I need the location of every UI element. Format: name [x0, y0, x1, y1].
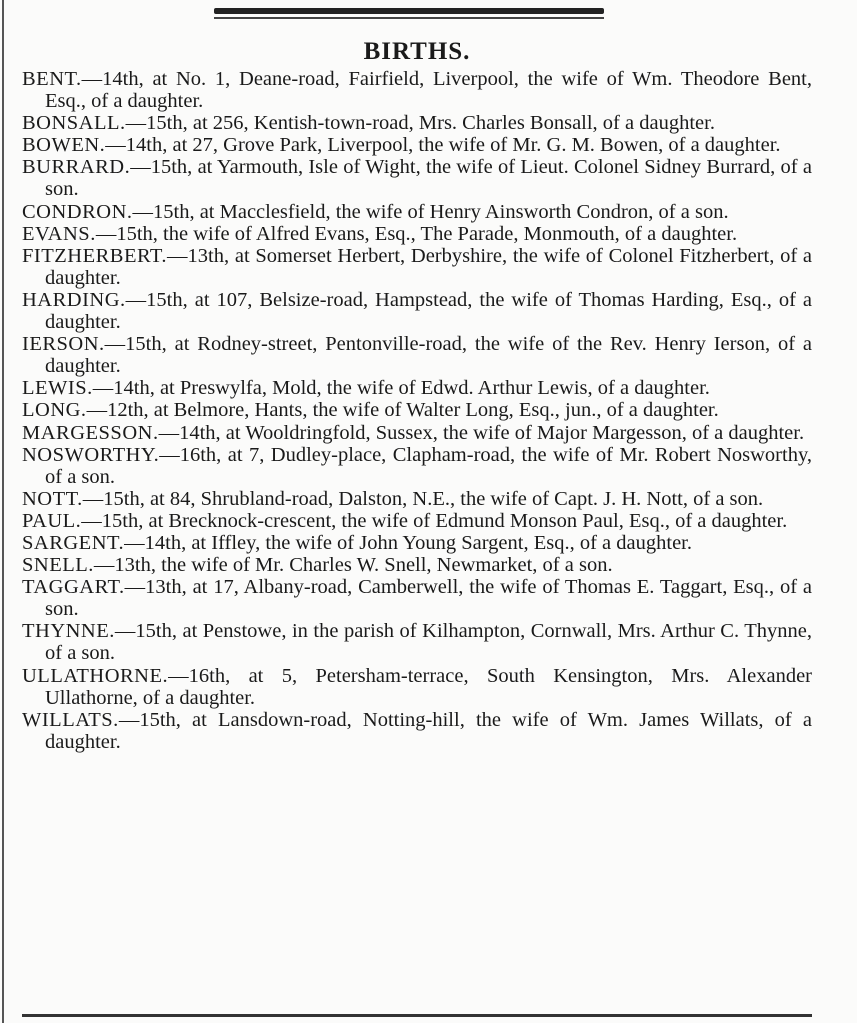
birth-notice-text: —15th, at Lansdown-road, Notting-hill, the wife of Wm. James Willats, of a daughter.	[45, 708, 812, 753]
birth-notice-surname: TAGGART.	[22, 576, 125, 599]
header-rule-thin	[214, 17, 604, 19]
birth-notice	[22, 245, 812, 289]
birth-notice-text: —14th, at 27, Grove Park, Liverpool, the wife of Mr. G. M. Bowen, of a daughter.	[105, 134, 781, 157]
birth-notice-surname: THYNNE.	[22, 620, 115, 643]
birth-notice-text: —16th, at 5, Petersham-terrace, South Kensington, Mrs. Alexander Ullathorne, of a daughter.	[45, 664, 812, 709]
birth-notice-surname: SNELL.	[22, 554, 94, 577]
birth-notice-surname: EVANS.	[22, 222, 96, 245]
birth-notice-text: —15th, at Brecknock-crescent, the wife of Edmund Monson Paul, Esq., of a daughter.	[81, 509, 788, 532]
birth-notice	[22, 665, 812, 709]
birth-notice-surname: BURRARD.	[22, 156, 131, 179]
birth-notice	[22, 554, 812, 576]
birth-notice-text: —13th, at Somerset Herbert, Derbyshire, the wife of Colonel Fitzherbert, of a daughter.	[45, 244, 812, 289]
birth-notice-text: —15th, at Yarmouth, Isle of Wight, the wife of Lieut. Colonel Sidney Burrard, of a son.	[45, 156, 812, 201]
birth-notice	[22, 532, 812, 554]
birth-notice	[22, 576, 812, 620]
birth-notice	[22, 112, 812, 134]
birth-notice-text: —15th, at 107, Belsize-road, Hampstead, the wife of Thomas Harding, Esq., of a daughter.	[45, 288, 812, 334]
birth-notice-surname: ULLATHORNE.	[22, 664, 169, 687]
birth-notice-text: —13th, the wife of Mr. Charles W. Snell, Newmarket, of a son.	[93, 554, 613, 577]
birth-notice-surname: IERSON.	[22, 333, 105, 356]
birth-notice-text: —14th, at Preswylfa, Mold, the wife of Edwd. Arthur Lewis, of a daughter.	[92, 377, 710, 400]
birth-notice-surname: FITZHERBERT.	[22, 244, 168, 267]
birth-notice-surname: NOTT.	[22, 487, 83, 510]
birth-notice	[22, 377, 812, 399]
birth-notice	[22, 289, 812, 333]
birth-notice-surname: PAUL.	[22, 509, 82, 532]
birth-notice-text: —15th, at Macclesfield, the wife of Henry Ainsworth Condron, of a son.	[132, 200, 729, 223]
birth-notice	[22, 333, 812, 377]
birth-notice	[22, 201, 812, 223]
births-column	[22, 36, 812, 753]
birth-notice-surname: LONG.	[22, 399, 87, 422]
birth-notice-surname: CONDRON.	[22, 200, 133, 223]
birth-notice-text: —15th, at 256, Kentish-town-road, Mrs. Charles Bonsall, of a daughter.	[125, 112, 715, 135]
column-divider-rule	[2, 0, 4, 1023]
birth-notice	[22, 422, 812, 444]
birth-notice-text: —14th, at Wooldringfold, Sussex, the wife of Major Margesson, of a daughter.	[158, 421, 805, 444]
birth-notice-surname: BENT.	[22, 68, 82, 90]
birth-notice	[22, 444, 812, 488]
birth-notice-surname: LEWIS.	[22, 377, 93, 400]
birth-notice-surname: NOSWORTHY.	[22, 443, 160, 466]
birth-notice-text: —12th, at Belmore, Hants, the wife of Walter Long, Esq., jun., of a daughter.	[86, 399, 719, 422]
birth-notice-text: —15th, the wife of Alfred Evans, Esq., The Parade, Monmouth, of a daughter.	[95, 222, 738, 245]
birth-notice-surname: HARDING.	[22, 288, 126, 311]
section-heading: BIRTHS.	[363, 38, 471, 65]
birth-notice	[22, 399, 812, 421]
birth-notice-text: —15th, at Rodney-street, Pentonville-road, the wife of the Rev. Henry Ierson, of a daughter.	[45, 333, 812, 378]
birth-notice-text: —15th, at Penstowe, in the parish of Kilhampton, Cornwall, Mrs. Arthur C. Thynne, of a son.	[45, 620, 812, 665]
birth-notice	[22, 510, 812, 532]
birth-notice-text: —15th, at 84, Shrubland-road, Dalston, N.E., the wife of Capt. J. H. Nott, of a son.	[82, 487, 764, 510]
birth-notice	[22, 68, 812, 112]
birth-notice-surname: BONSALL.	[22, 112, 126, 135]
header-rule-thick	[214, 8, 604, 14]
birth-notice	[22, 620, 812, 664]
birth-notice-surname: SARGENT.	[22, 531, 125, 554]
birth-notice	[22, 488, 812, 510]
birth-notice-surname: WILLATS.	[22, 708, 119, 731]
birth-notice-text: —13th, at 17, Albany-road, Camberwell, the wife of Thomas E. Taggart, Esq., of a son.	[45, 576, 812, 621]
birth-notice-text: —16th, at 7, Dudley-place, Clapham-road, the wife of Mr. Robert Nosworthy, of a son.	[45, 443, 812, 488]
births-list	[22, 68, 812, 753]
birth-notice-surname: BOWEN.	[22, 134, 106, 157]
birth-notice-text: —14th, at No. 1, Deane-road, Fairfield, Liverpool, the wife of Wm. Theodore Bent, Esq., of a daughter.	[45, 68, 812, 113]
birth-notice	[22, 709, 812, 753]
birth-notice	[22, 223, 812, 245]
footer-rule	[22, 1014, 812, 1017]
birth-notice-surname: MARGESSON.	[22, 421, 159, 444]
birth-notice-text: —14th, at Iffley, the wife of John Young Sargent, Esq., of a daughter.	[124, 531, 692, 554]
birth-notice	[22, 134, 812, 156]
birth-notice	[22, 156, 812, 200]
